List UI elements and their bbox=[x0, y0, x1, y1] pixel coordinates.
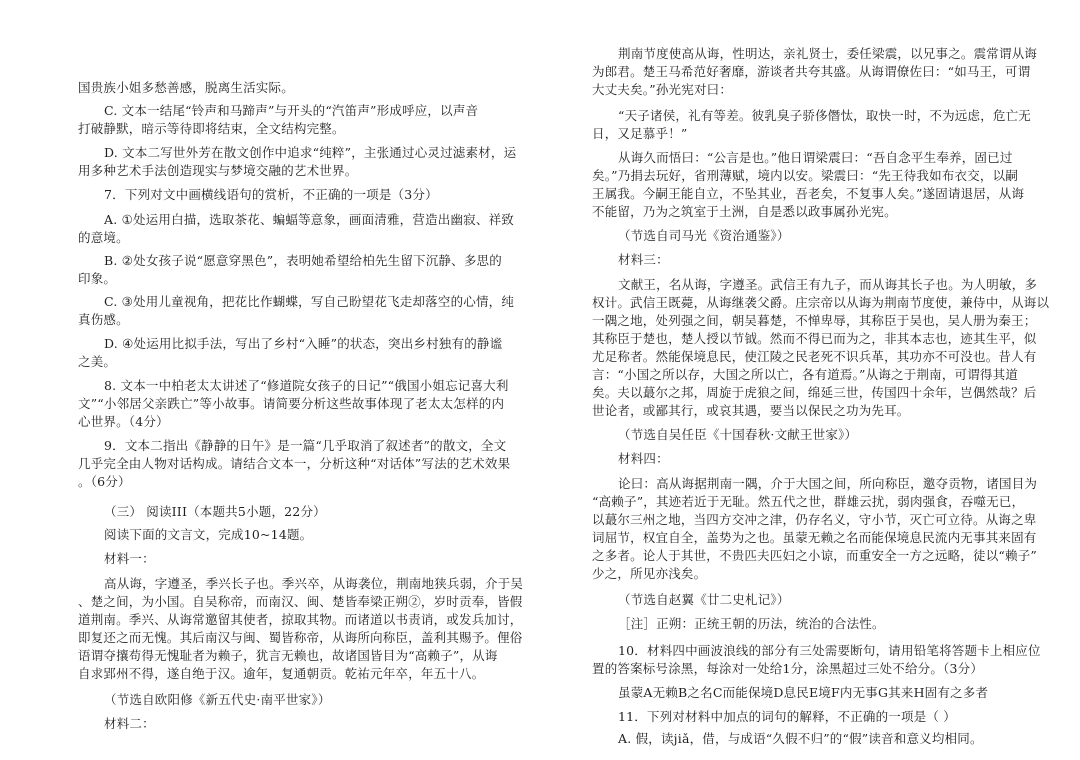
material-3-line: 世论者，或鄙其行，或哀其遇，要当以保民之功为先耳。 bbox=[592, 403, 910, 418]
question-10-options: 虽蒙A无赖B之名C而能保境D息民E境F内无事G其来H固有之多者 bbox=[618, 685, 989, 700]
question-8: 心世界。（4分） bbox=[78, 414, 169, 429]
material-4-line: 以蕞尔三州之地，当四方交冲之津，仍存名义，守小节，灭亡可立待。从诲之卑 bbox=[592, 512, 1037, 527]
option-d-line: D. 文本二写世外芳在散文创作中追求“纯粹”，主张通过心灵过滤素材，运 bbox=[104, 145, 517, 160]
material-2-line: 不能留，乃为之筑室于土洲，自是悉以政事属孙光宪。 bbox=[592, 204, 897, 219]
annotation-note: ［注］正朔：正统王朝的历法，统治的合法性。 bbox=[618, 616, 885, 631]
q7-option-d: D. ④处运用比拟手法，写出了乡村“入睡”的状态，突出乡村独有的静谧 bbox=[104, 336, 503, 351]
text-line: 国贵族小姐多愁善感，脱离生活实际。 bbox=[78, 80, 294, 95]
option-c-line: 打破静默，暗示等待即将结束，全文结构完整。 bbox=[78, 121, 345, 136]
q7-option-a: 的意境。 bbox=[78, 230, 129, 245]
material-3-line: 其称臣于楚也，楚人授以节钺。然而不得已而为之，非其本志也，迹其生平，似 bbox=[592, 331, 1037, 346]
material-1-line: 高从诲，字遵圣，季兴长子也。季兴卒，从诲袭位，荆南地狭兵弱，介于吴 bbox=[104, 576, 524, 591]
material-1-label: 材料一： bbox=[104, 551, 155, 566]
question-7: 7．下列对文中画横线语句的赏析，不正确的一项是（3分） bbox=[104, 187, 438, 202]
material-2-line: 王属我。今嗣王能自立，不坠其业，吾老矣，不复事人矣。”遂固请退居，从诲 bbox=[592, 186, 1025, 201]
material-3-source: （节选自吴任臣《十国春秋·文献王世家》） bbox=[618, 427, 858, 442]
material-2-line: “天子诸侯，礼有等差。彼乳臭子骄侈僭忲，取快一时，不为远虑，危亡无 bbox=[618, 108, 1031, 123]
question-9: 9．文本二指出《静静的日午》是一篇“几乎取消了叙述者”的散文，全文 bbox=[104, 438, 507, 453]
question-10: 10．材料四中画波浪线的部分有三处需要断句，请用铅笔将答题卡上相应位 bbox=[618, 643, 1041, 658]
material-3-line: 一隅之地，处列强之间，朝吴暮楚，不惮卑辱，其称臣于吴也，吴人册为秦王； bbox=[592, 313, 1037, 328]
material-4-line: “高赖子”，其迹若近于无耻。然五代之世，群雄云扰，弱肉强食，吞噬无已， bbox=[592, 494, 1025, 509]
material-1-line: 道荆南。季兴、从诲常邀留其使者，掠取其物。而诸道以书责诮，或发兵加讨， bbox=[78, 612, 523, 627]
material-1-line: 、楚之间，为小国。自吴称帝，而南汉、闽、楚皆奉梁正朔②，岁时贡奉，皆假 bbox=[78, 594, 523, 609]
material-1-line: 自求郢州不得，遂自绝于汉。逾年，复通朝贡。乾祐元年卒，年五十八。 bbox=[78, 666, 485, 681]
material-2-line: 日，又足慕乎！” bbox=[592, 126, 688, 141]
question-8: 文”“小邻居父亲跌亡”等小故事。请简要分析这些故事体现了老太太怎样的内 bbox=[78, 396, 505, 411]
instruction-text: 阅读下面的文言文，完成10~14题。 bbox=[104, 527, 313, 542]
option-c-line: C. 文本一结尾“铃声和马蹄声”与开头的“汽笛声”形成呼应，以声音 bbox=[104, 103, 479, 118]
question-9: 。（6分） bbox=[78, 474, 131, 489]
q7-option-a: A. ①处运用白描，选取茶花、蝙蝠等意象，画面清雅，营造出幽寂、祥致 bbox=[104, 212, 514, 227]
q7-option-d: 之美。 bbox=[78, 354, 117, 369]
q11-option-a: A. 假，读jiǎ，借，与成语“久假不归”的“假”读音和意义均相同。 bbox=[618, 731, 983, 746]
material-3-line: 文献王，名从诲，字遵圣。武信王有九子，而从诲其长子也。为人明敏，多 bbox=[618, 277, 1038, 292]
material-3-line: 尤足称者。然能保境息民，使江陵之民老死不识兵革，其功亦不可没也。昔人有 bbox=[592, 349, 1037, 364]
material-4-label: 材料四： bbox=[618, 451, 669, 466]
question-11: 11．下列对材料中加点的词句的解释，不正确的一项是（ ） bbox=[618, 709, 956, 724]
question-8: 8. 文本一中柏老太太讲述了“修道院女孩子的日记”“俄国小姐忘记喜大利 bbox=[104, 378, 509, 393]
q7-option-c: 真伤感。 bbox=[78, 312, 129, 327]
material-4-line: 之多者。论人于其世，不贵匹夫匹妇之小谅，而重安全一方之远略，徒以“赖子” bbox=[592, 548, 1037, 563]
material-2-line: 从诲久而悟曰：“公言是也。”他日谓梁震曰：“吾自念平生奉养，固已过 bbox=[618, 150, 1013, 165]
material-2-label: 材料二： bbox=[104, 716, 155, 731]
material-2-line: 荆南节度使高从诲，性明达，亲礼贤士，委任梁震，以兄事之。震常谓从诲 bbox=[618, 46, 1038, 61]
material-1-line: 即复还之而无愧。其后南汉与闽、蜀皆称帝，从诲所向称臣，盖利其赐予。俚俗 bbox=[78, 630, 523, 645]
material-4-line: 论曰：高从诲据荆南一隅，介于大国之间，所向称臣，邀夺贡物，诸国目为 bbox=[618, 476, 1038, 491]
option-d-line: 用多种艺术手法创造现实与梦境交融的艺术世界。 bbox=[78, 163, 358, 178]
material-4-line: 少之，所见亦浅矣。 bbox=[592, 566, 707, 581]
material-1-source: （节选自欧阳修《新五代史·南平世家》） bbox=[104, 692, 331, 707]
q7-option-c: C. ③处用儿童视角，把花比作蝴蝶，写自己盼望花飞走却落空的心情，纯 bbox=[104, 294, 515, 309]
material-2-line: 为郎君。楚王马希范好奢靡，游谈者共夸其盛。从诲谓僚佐曰：“如马王，可谓 bbox=[592, 64, 1031, 79]
material-2-line: 矣。”乃捐去玩好，省刑薄赋，境内以安。梁震曰：“先王待我如布衣交，以嗣 bbox=[592, 168, 1019, 183]
question-10: 置的答案标号涂黑，每涂对一处给1分，涂黑超过三处不给分。（3分） bbox=[592, 661, 984, 676]
material-2-source: （节选自司马光《资治通鉴》） bbox=[618, 228, 790, 243]
material-3-line: 权计。武信王既薨，从诲继袭父爵。庄宗帝以从诲为荆南节度使，兼侍中，从诲以 bbox=[592, 295, 1050, 310]
material-3-label: 材料三： bbox=[618, 252, 669, 267]
material-3-line: 矣。夫以蕞尔之邦，周旋于虎狼之间，绵延三世，传国四十余年，岂偶然哉？后 bbox=[592, 385, 1037, 400]
question-9: 几乎完全由人物对话构成。请结合文本一，分析这种“对话体”写法的艺术效果 bbox=[78, 456, 511, 471]
q7-option-b: 印象。 bbox=[78, 271, 117, 286]
material-4-source: （节选自赵翼《廿二史札记》） bbox=[618, 592, 790, 607]
material-1-line: 语谓夺攘苟得无愧耻者为赖子，犹言无赖也，故诸国皆目为“高赖子”，从诲 bbox=[78, 648, 498, 663]
material-3-line: 言：“小国之所以存，大国之所以亡，各有道焉。”从诲之于荆南，可谓得其道 bbox=[592, 367, 1019, 382]
section-heading: （三） 阅读III（本题共5小题，22分） bbox=[104, 504, 326, 519]
material-2-line: 大丈夫矣。”孙光宪对曰： bbox=[592, 82, 733, 97]
material-4-line: 词屈节，权宜自全，盖势为之也。虽蒙无赖之名而能保境息民流内无事其来固有 bbox=[592, 530, 1037, 545]
q7-option-b: B. ②处女孩子说“愿意穿黑色”，表明她希望给柏先生留下沉静、多思的 bbox=[104, 253, 502, 268]
